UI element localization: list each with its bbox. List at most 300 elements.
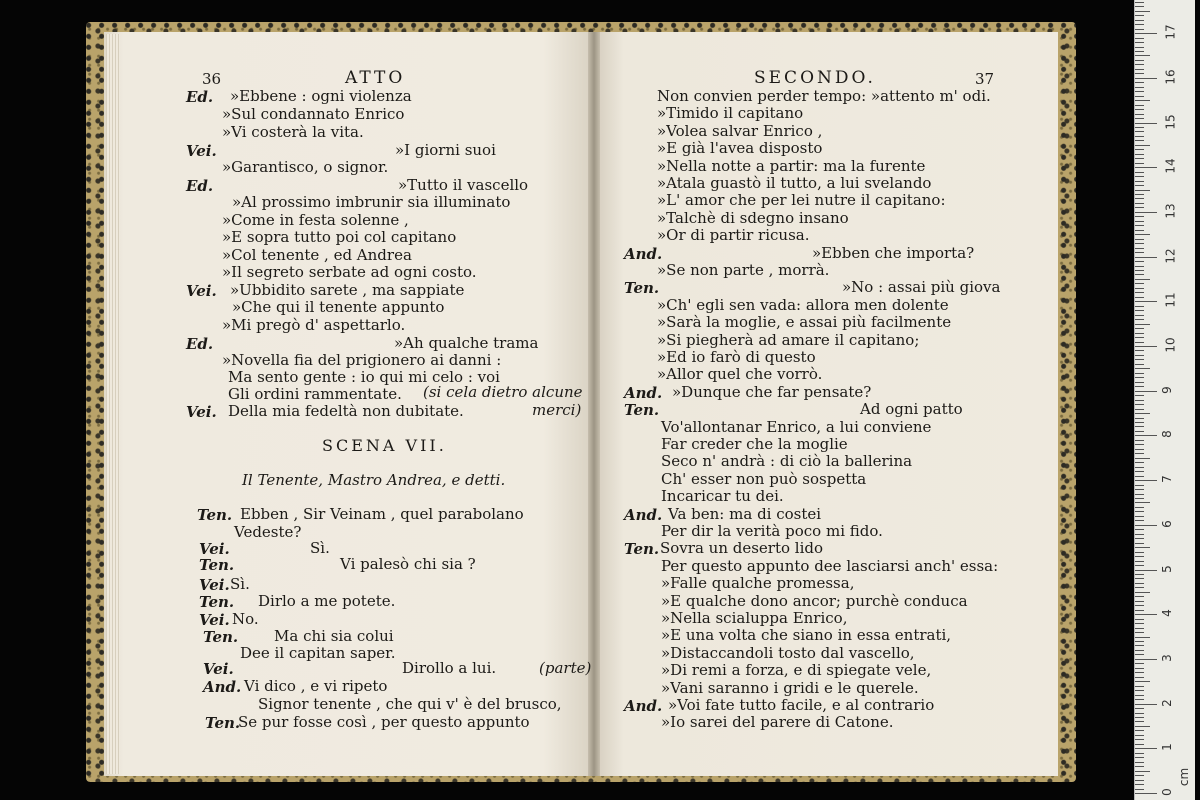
verse-line: »Allor quel che vorrò. xyxy=(657,365,823,384)
ruler-tick xyxy=(1135,158,1144,159)
ruler-tick xyxy=(1135,212,1157,213)
ruler-tick xyxy=(1135,225,1144,226)
ruler-tick xyxy=(1135,42,1144,43)
ruler-tick xyxy=(1135,297,1144,298)
ruler-tick xyxy=(1135,793,1157,794)
ruler-tick xyxy=(1135,203,1144,204)
ruler-tick xyxy=(1135,131,1144,132)
ruler-tick xyxy=(1135,11,1150,12)
ruler-number: 13 xyxy=(1163,203,1178,219)
ruler-number: 10 xyxy=(1163,337,1178,353)
ruler-tick xyxy=(1135,266,1144,267)
ruler-tick xyxy=(1135,516,1144,517)
verse-line: »Al prossimo imbrunir sia illuminato xyxy=(232,193,511,211)
ruler-tick xyxy=(1135,570,1157,571)
ruler-tick xyxy=(1135,726,1150,727)
page-number-left: 36 xyxy=(202,70,222,88)
ruler-tick xyxy=(1135,96,1144,97)
ruler-tick xyxy=(1135,333,1144,334)
ruler-tick xyxy=(1135,789,1144,790)
speaker-label: Ten. xyxy=(624,401,660,420)
verse-line: »Mi pregò d' aspettarlo. xyxy=(222,316,406,334)
ruler-tick xyxy=(1135,645,1144,646)
speaker-label: Ed. xyxy=(186,335,214,353)
ruler-tick xyxy=(1135,55,1150,56)
ruler-tick xyxy=(1135,328,1144,329)
speaker-label: Ten. xyxy=(197,506,233,524)
speaker-label: Ten. xyxy=(199,593,235,611)
verse-line: »Ah qualche trama xyxy=(394,334,539,352)
ruler-tick xyxy=(1135,145,1150,146)
speaker-label: Ten. xyxy=(199,556,235,574)
ruler-tick xyxy=(1135,216,1144,217)
ruler-tick xyxy=(1135,198,1144,199)
ruler-tick xyxy=(1135,114,1144,115)
verse-line: »Sarà la moglie, e assai più facilmente xyxy=(657,313,952,332)
ruler-tick xyxy=(1135,123,1157,124)
ruler-tick xyxy=(1135,373,1144,374)
ruler-tick xyxy=(1135,775,1144,776)
ruler-tick xyxy=(1135,471,1144,472)
verse-line: Far creder che la moglie xyxy=(661,435,848,453)
ruler-tick xyxy=(1135,422,1144,423)
verse-line: Per questo appunto dee lasciarsi anch' essa: xyxy=(661,556,999,575)
dialogue-line: Signor tenente , che qui v' è del brusco, xyxy=(258,695,562,713)
stage-direction: merci) xyxy=(532,401,582,419)
ruler-tick xyxy=(1135,659,1157,660)
ruler-number: 7 xyxy=(1159,475,1174,483)
ruler-tick xyxy=(1135,467,1144,468)
ruler-tick xyxy=(1135,382,1144,383)
verse-line: »Garantisco, o signor. xyxy=(222,158,389,176)
speaker-label: And. xyxy=(624,244,663,263)
ruler-tick xyxy=(1135,431,1144,432)
ruler-tick xyxy=(1135,109,1144,110)
ruler-tick xyxy=(1135,529,1144,530)
ruler-tick xyxy=(1135,91,1144,92)
verse-line: »Volea salvar Enrico , xyxy=(657,121,823,140)
ruler-tick xyxy=(1135,404,1144,405)
speaker-label: Vei. xyxy=(199,611,230,629)
speaker-label: And. xyxy=(624,383,663,402)
verse-line: »Sul condannato Enrico xyxy=(222,105,405,123)
verse-line: »No : assai più giova xyxy=(842,278,1001,297)
ruler-tick xyxy=(1135,342,1144,343)
dialogue-line: Sì. xyxy=(230,575,250,593)
dialogue-line: Dirlo a me potete. xyxy=(258,592,396,610)
ruler-tick xyxy=(1135,243,1144,244)
ruler-tick xyxy=(1135,230,1144,231)
page-edges xyxy=(106,34,120,774)
stage-direction-parte: (parte) xyxy=(539,659,592,677)
ruler-tick xyxy=(1135,735,1144,736)
verse-line: »Come in festa solenne , xyxy=(222,211,409,229)
ruler-number: 2 xyxy=(1159,698,1174,707)
ruler-number: 4 xyxy=(1159,609,1174,618)
ruler-tick xyxy=(1135,207,1144,208)
ruler-tick xyxy=(1135,717,1144,718)
ruler-tick xyxy=(1135,38,1144,39)
ruler-tick xyxy=(1135,695,1144,696)
ruler-tick xyxy=(1135,315,1144,316)
ruler-tick xyxy=(1135,6,1144,7)
verse-line: »Timido il capitano xyxy=(657,104,804,123)
ruler-tick xyxy=(1135,677,1144,678)
dialogue-line: Ebben , Sir Veinam , quel parabolano xyxy=(240,505,524,523)
dialogue-line: Sì. xyxy=(310,539,330,557)
ruler-tick xyxy=(1135,33,1157,34)
ruler-tick xyxy=(1135,257,1157,258)
ruler-tick xyxy=(1135,319,1144,320)
ruler-tick xyxy=(1135,708,1144,709)
ruler-tick xyxy=(1135,64,1144,65)
ruler-tick xyxy=(1135,449,1144,450)
ruler-tick xyxy=(1135,136,1144,137)
page-number-right: 37 xyxy=(975,70,995,88)
ruler-tick xyxy=(1135,654,1144,655)
ruler-tick xyxy=(1135,489,1144,490)
ruler-tick xyxy=(1135,637,1150,638)
verse-line: »Talchè di sdegno insano xyxy=(657,208,849,227)
dialogue-line: Ma chi sia colui xyxy=(274,627,394,645)
ruler-tick xyxy=(1135,753,1144,754)
ruler-tick xyxy=(1135,47,1144,48)
ruler-number: 15 xyxy=(1163,113,1178,130)
ruler-tick xyxy=(1135,73,1144,74)
ruler-tick xyxy=(1135,614,1157,615)
speaker-label: And. xyxy=(624,697,663,715)
dialogue-line: Dirollo a lui. xyxy=(402,659,497,677)
ruler-tick xyxy=(1135,681,1150,682)
ruler-number: 14 xyxy=(1163,158,1178,174)
ruler-tick xyxy=(1135,650,1144,651)
ruler-tick xyxy=(1135,100,1150,101)
verse-line: »I giorni suoi xyxy=(395,141,496,159)
verse-line: Ad ogni patto xyxy=(860,400,963,419)
speaker-label: Vei. xyxy=(199,576,230,594)
ruler-tick xyxy=(1135,480,1157,481)
ruler-tick xyxy=(1135,413,1150,414)
ruler-tick xyxy=(1135,663,1144,664)
ruler-tick xyxy=(1135,623,1144,624)
ruler-tick xyxy=(1135,525,1157,526)
ruler-tick xyxy=(1135,565,1144,566)
ruler-tick xyxy=(1135,359,1144,360)
verse-line: Va ben: ma di costei xyxy=(668,504,822,523)
ruler-tick xyxy=(1135,252,1144,253)
ruler-tick xyxy=(1135,632,1144,633)
verse-line: »L' amor che per lei nutre il capitano: xyxy=(657,191,946,210)
ruler-tick xyxy=(1135,154,1144,155)
ruler-tick xyxy=(1135,704,1157,705)
ruler-tick xyxy=(1135,699,1144,700)
verse-line: Della mia fedeltà non dubitate. xyxy=(228,402,464,420)
ruler-tick xyxy=(1135,668,1144,669)
ruler-tick xyxy=(1135,346,1157,347)
speaker-label: Ed. xyxy=(186,177,214,195)
speaker-label: Ed. xyxy=(186,88,214,106)
running-header-left: ATTO xyxy=(345,68,406,88)
ruler-tick xyxy=(1135,2,1144,3)
verse-line: »E una volta che siano in essa entrati, xyxy=(661,626,952,645)
ruler-tick xyxy=(1135,194,1144,195)
ruler-tick xyxy=(1135,440,1144,441)
verse-line: »Nella notte a partir: ma la furente xyxy=(657,156,926,175)
ruler-tick xyxy=(1135,730,1144,731)
verse-line: Ma sento gente : io qui mi celo : voi xyxy=(228,368,500,386)
ruler-tick xyxy=(1135,453,1144,454)
ruler-number: 8 xyxy=(1159,430,1174,439)
dialogue-line: Vi palesò chi sia ? xyxy=(340,555,476,573)
ruler-tick xyxy=(1135,561,1144,562)
ruler-tick xyxy=(1135,534,1144,535)
ruler-tick xyxy=(1135,190,1150,191)
ruler-tick xyxy=(1135,498,1144,499)
verse-line: »Col tenente , ed Andrea xyxy=(222,246,412,264)
ruler-tick xyxy=(1135,239,1144,240)
ruler-tick xyxy=(1135,556,1144,557)
ruler-tick xyxy=(1135,672,1144,673)
ruler-tick xyxy=(1135,574,1144,575)
ruler-number: 12 xyxy=(1163,247,1178,264)
ruler-tick xyxy=(1135,301,1157,302)
ruler-tick xyxy=(1135,172,1144,173)
ruler-tick xyxy=(1135,578,1144,579)
speaker-label: And. xyxy=(203,678,242,696)
verse-line: »E sopra tutto poi col capitano xyxy=(222,228,457,246)
ruler-tick xyxy=(1135,476,1144,477)
ruler-tick xyxy=(1135,552,1144,553)
ruler-number: 16 xyxy=(1163,69,1178,85)
verse-line: »Tutto il vascello xyxy=(398,176,529,194)
verse-line: »Falle qualche promessa, xyxy=(661,574,855,593)
verse-line: »E già l'avea disposto xyxy=(657,139,823,158)
ruler-tick xyxy=(1135,82,1144,83)
ruler-tick xyxy=(1135,762,1144,763)
ruler-tick xyxy=(1135,288,1144,289)
ruler-tick xyxy=(1135,105,1144,106)
verse-line: »Atala guastò il tutto, a lui svelando xyxy=(657,174,932,192)
ruler-tick xyxy=(1135,435,1157,436)
ruler-tick xyxy=(1135,391,1157,392)
ruler-number: 6 xyxy=(1159,519,1174,528)
verse-line: »Ebben che importa? xyxy=(812,243,975,262)
speaker-label: Ten. xyxy=(205,714,241,732)
ruler-tick xyxy=(1135,784,1144,785)
verse-line: Per dir la verità poco mi fido. xyxy=(661,522,883,540)
verse-line: Incaricar tu dei. xyxy=(661,487,784,506)
verse-line: »Ed io farò di questo xyxy=(657,348,816,366)
running-header-right: SECONDO. xyxy=(754,68,876,88)
ruler-number: 0 xyxy=(1159,788,1174,796)
ruler-tick xyxy=(1135,279,1150,280)
ruler-tick xyxy=(1135,51,1144,52)
ruler-tick xyxy=(1135,520,1144,521)
ruler-tick xyxy=(1135,20,1144,21)
ruler-tick xyxy=(1135,757,1144,758)
scene-title: SCENA VII. xyxy=(322,436,447,455)
ruler-tick xyxy=(1135,409,1144,410)
speaker-label: Vei. xyxy=(186,282,217,300)
verse-line: »Nella scialuppa Enrico, xyxy=(661,609,848,627)
verse-line: Ch' esser non può sospetta xyxy=(661,469,867,488)
verse-line: »Io sarei del parere di Catone. xyxy=(661,713,894,732)
ruler-tick xyxy=(1135,78,1157,79)
verse-line: Non convien perder tempo: »attento m' odi. xyxy=(657,87,991,105)
ruler-tick xyxy=(1135,619,1144,620)
ruler-tick xyxy=(1135,221,1144,222)
ruler-tick xyxy=(1135,87,1144,88)
ruler-tick xyxy=(1135,118,1144,119)
ruler-tick xyxy=(1135,176,1144,177)
ruler-tick xyxy=(1135,60,1144,61)
dialogue-line: No. xyxy=(232,610,259,628)
verse-line: Gli ordini rammentate. xyxy=(228,385,402,403)
ruler-tick xyxy=(1135,721,1144,722)
stage-direction: (si cela dietro alcune xyxy=(423,383,583,401)
ruler-tick xyxy=(1135,181,1144,182)
verse-line: »Vani saranno i gridi e le querele. xyxy=(661,678,919,697)
ruler-tick xyxy=(1135,587,1144,588)
speaker-label: Vei. xyxy=(199,540,230,558)
verse-line: Vo'allontanar Enrico, a lui conviene xyxy=(661,417,932,436)
ruler-tick xyxy=(1135,270,1144,271)
ruler-tick xyxy=(1135,274,1144,275)
ruler-tick xyxy=(1135,292,1144,293)
ruler-tick xyxy=(1135,739,1144,740)
ruler-tick xyxy=(1135,364,1144,365)
ruler-tick xyxy=(1135,444,1144,445)
ruler-tick xyxy=(1135,547,1150,548)
ruler-tick xyxy=(1135,140,1144,141)
verse-line: »Distaccandoli tosto dal vascello, xyxy=(661,643,915,662)
verse-line: »Ebbene : ogni violenza xyxy=(230,87,412,105)
verse-line: »Che qui il tenente appunto xyxy=(232,298,445,316)
verse-line: »Ch' egli sen vada: allora men dolente xyxy=(657,295,949,314)
ruler-tick xyxy=(1135,355,1144,356)
ruler-tick xyxy=(1135,377,1144,378)
ruler-tick xyxy=(1135,713,1144,714)
verse-line: »Dunque che far pensate? xyxy=(672,382,872,401)
ruler-tick xyxy=(1135,395,1144,396)
verse-line: »Vi costerà la vita. xyxy=(222,123,364,141)
ruler-tick xyxy=(1135,592,1150,593)
ruler-tick xyxy=(1135,400,1144,401)
dialogue-line: Vi dico , e vi ripeto xyxy=(244,677,388,695)
ruler-tick xyxy=(1135,426,1144,427)
ruler-tick xyxy=(1135,386,1144,387)
verse-line: »Novella fia del prigionero ai danni : xyxy=(222,351,502,369)
ruler-tick xyxy=(1135,771,1150,772)
ruler-tick xyxy=(1135,511,1144,512)
speaker-label: Ten. xyxy=(624,540,660,559)
dialogue-line: Se pur fosse così , per questo appunto xyxy=(238,713,530,731)
verse-line: »Voi fate tutto facile, e al contrario xyxy=(668,696,935,714)
ruler-tick xyxy=(1135,149,1144,150)
ruler-tick xyxy=(1135,163,1144,164)
ruler-unit: cm xyxy=(1177,767,1192,787)
ruler-tick xyxy=(1135,15,1144,16)
ruler-tick xyxy=(1135,780,1144,781)
verse-line: Seco n' andrà : di ciò la ballerina xyxy=(661,452,913,471)
ruler-tick xyxy=(1135,538,1144,539)
verse-line: »Il segreto serbate ad ogni costo. xyxy=(222,263,477,281)
speaker-label: Vei. xyxy=(186,403,217,421)
speaker-label: Vei. xyxy=(203,660,234,678)
ruler-tick xyxy=(1135,324,1150,325)
dialogue-line: Dee il capitan saper. xyxy=(240,644,396,662)
verse-line: »Si piegherà ad amare il capitano; xyxy=(657,330,920,349)
ruler-tick xyxy=(1135,127,1144,128)
ruler-tick xyxy=(1135,628,1144,629)
ruler-tick xyxy=(1135,261,1144,262)
ruler-tick xyxy=(1135,502,1150,503)
ruler-tick xyxy=(1135,494,1144,495)
verse-line: Sovra un deserto lido xyxy=(660,539,824,558)
measurement-ruler xyxy=(1134,0,1195,800)
ruler-tick xyxy=(1135,350,1144,351)
ruler-tick xyxy=(1135,69,1144,70)
speaker-label: Ten. xyxy=(624,279,660,298)
ruler-number: 17 xyxy=(1163,24,1178,40)
ruler-tick xyxy=(1135,418,1144,419)
ruler-tick xyxy=(1135,583,1144,584)
ruler-number: 3 xyxy=(1159,654,1174,662)
ruler-tick xyxy=(1135,368,1150,369)
ruler-tick xyxy=(1135,248,1144,249)
ruler-tick xyxy=(1135,306,1144,307)
dialogue-line: Vedeste? xyxy=(234,523,302,541)
speaker-label: Vei. xyxy=(186,142,217,160)
ruler-number: 11 xyxy=(1163,292,1178,308)
ruler-tick xyxy=(1135,766,1144,767)
ruler-tick xyxy=(1135,543,1144,544)
ruler-number: 5 xyxy=(1159,564,1174,573)
ruler-tick xyxy=(1135,337,1144,338)
ruler-tick xyxy=(1135,458,1150,459)
ruler-tick xyxy=(1135,310,1144,311)
ruler-tick xyxy=(1135,596,1144,597)
ruler-tick xyxy=(1135,690,1144,691)
ruler-tick xyxy=(1135,462,1144,463)
ruler-tick xyxy=(1135,283,1144,284)
ruler-tick xyxy=(1135,485,1144,486)
ruler-tick xyxy=(1135,641,1144,642)
verse-line: »Di remi a forza, e di spiegate vele, xyxy=(661,661,932,680)
scene-characters: Il Tenente, Mastro Andrea, e detti. xyxy=(242,471,506,489)
ruler-tick xyxy=(1135,605,1144,606)
ruler-tick xyxy=(1135,748,1157,749)
ruler-number: 1 xyxy=(1159,743,1174,752)
ruler-tick xyxy=(1135,234,1150,235)
verse-line: »Or di partir ricusa. xyxy=(657,226,810,245)
ruler-tick xyxy=(1135,167,1157,168)
verse-line: »Ubbidito sarete , ma sappiate xyxy=(230,281,465,299)
ruler-tick xyxy=(1135,686,1144,687)
ruler-number: 9 xyxy=(1159,385,1174,394)
ruler-tick xyxy=(1135,601,1144,602)
verse-line: »Se non parte , morrà. xyxy=(657,261,830,279)
verse-line: »E qualche dono ancor; purchè conduca xyxy=(661,591,968,610)
ruler-tick xyxy=(1135,185,1144,186)
ruler-tick xyxy=(1135,29,1144,30)
ruler-tick xyxy=(1135,744,1144,745)
ruler-tick xyxy=(1135,24,1144,25)
ruler-tick xyxy=(1135,507,1144,508)
ruler-tick xyxy=(1135,610,1144,611)
speaker-label: And. xyxy=(624,505,663,524)
speaker-label: Ten. xyxy=(203,628,239,646)
